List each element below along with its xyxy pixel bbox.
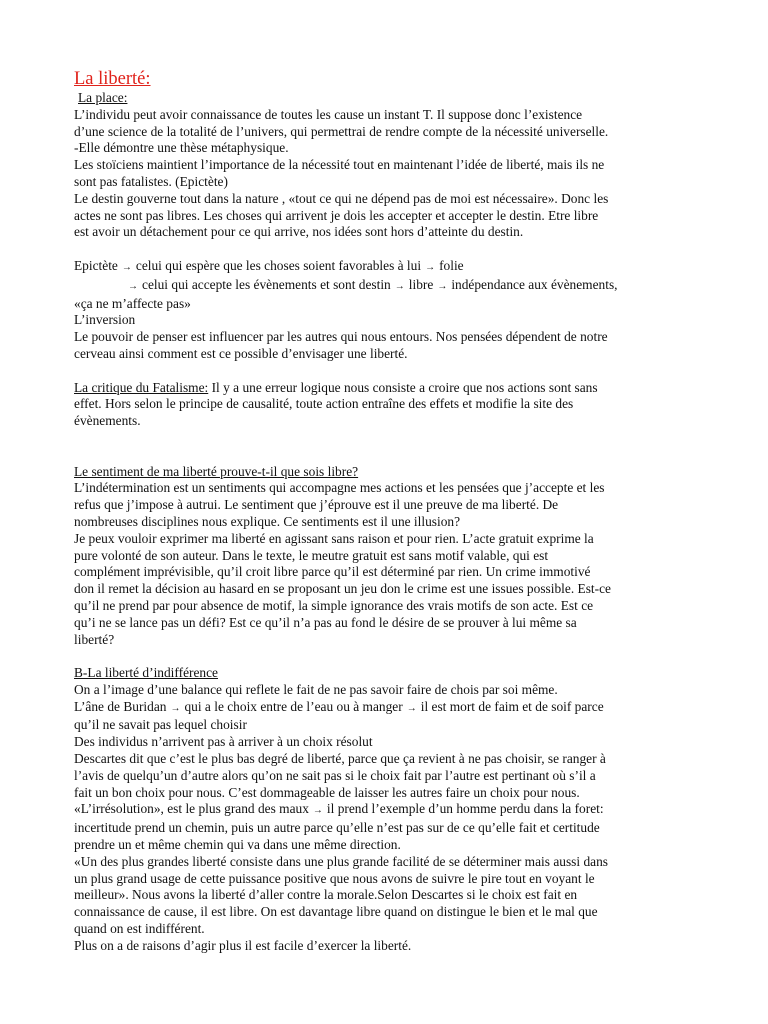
arrow-icon: → (437, 280, 448, 292)
paragraph-line: fait un bon choix pour nous. C’est dommageable de laisser les autres faire un choix pour nous. (74, 784, 580, 800)
text: libre (408, 276, 434, 292)
paragraph-line: complément imprévisible, qu’il croit libre parce qu’il est déterminé par rien. Un crime immotivé (74, 564, 591, 580)
paragraph-line: qu’i ne se lance pas un défi? Est ce qu’il n’a pas au fond le désire de se prouver à lui même sa (74, 614, 577, 630)
arrow-icon: → (394, 280, 405, 292)
paragraph-line: Les stoïciens maintient l’importance de la nécessité tout en maintenant l’idée de liberté, mais ils ne (74, 157, 605, 173)
paragraph-line: évènements. (74, 413, 141, 429)
epictete-line-1 (74, 258, 724, 277)
document-page (74, 68, 724, 955)
text: folie (439, 257, 464, 273)
arrow-icon: → (128, 280, 138, 292)
paragraph-line: refus que j’impose à autrui. Le sentiment que j’éprouve est il une preuve de ma liberté. De (74, 497, 559, 513)
paragraph-line: actes ne sont pas libres. Les choses qui arrivent je dois les accepter et accepter le destin. Etre libre (74, 207, 599, 223)
text: qui a le choix entre de l’eau ou à manger (184, 698, 403, 714)
critique-line-1 (74, 380, 724, 397)
paragraph-line: Descartes dit que c’est le plus bas degré de liberté, parce que ça revient à ne pas choisir, se ranger à (74, 751, 606, 767)
spacer (74, 241, 724, 258)
buridan-line (74, 699, 724, 718)
paragraph-line: prendre un et même chemin qui va dans une même direction. (74, 837, 401, 853)
paragraph-line: incertitude prend un chemin, puis un autre parce qu’elle n’est pas sur de ce qu’elle fait et certitude (74, 820, 600, 836)
paragraph-line: quand on est indifférent. (74, 921, 205, 937)
paragraph-line: qu’il ne savait pas lequel choisir (74, 717, 247, 733)
paragraph-line: nombreuses disciplines nous explique. Ce sentiments est il une illusion? (74, 513, 461, 529)
paragraph-line: «Un des plus grandes liberté consiste dans une plus grande facilité de se déterminer mais aussi dans (74, 853, 608, 869)
paragraph-line: L’indétermination est un sentiments qui accompagne mes actions et les pensées que j’accepte et les (74, 480, 605, 496)
paragraph-line: effet. Hors selon le principe de causalité, toute action entraîne des effets et modifie la site des (74, 396, 574, 412)
critique-heading: La critique du Fatalisme: (74, 379, 209, 395)
text: celui qui espère que les choses soient favorables à lui (135, 257, 422, 273)
section-heading (74, 464, 724, 481)
heading-text: B-La liberté d’indifférence (74, 665, 219, 681)
heading-text: La place: (78, 90, 128, 105)
paragraph-line: l’avis de quelqu’un d’autre alors qu’on ne sait pas si le choix fait par l’autre est pertinant où s’il a (74, 767, 596, 783)
paragraph-line: d’une science de la totalité de l’univers, qui permettrai de rendre compte de la nécessité universelle. (74, 123, 609, 139)
epictete-line-2 (74, 277, 724, 296)
text: celui qui accepte les évènements et sont destin (142, 276, 391, 292)
section-heading (74, 665, 724, 682)
paragraph-line: Des individus n’arrivent pas à arriver à un choix résolut (74, 734, 373, 750)
paragraph-line: On a l’image d’une balance qui reflete le fait de ne pas savoir faire de chois par soi même. (74, 681, 558, 697)
irresolution-line (74, 801, 724, 820)
arrow-icon: → (406, 702, 417, 714)
heading-text: Le sentiment de ma liberté prouve-t-il que sois libre? (74, 463, 359, 479)
section-heading (74, 90, 724, 107)
spacer (74, 363, 724, 380)
paragraph-line: est avoir un détachement pour ce qui arrive, nos idées sont hors d’atteinte du destin. (74, 224, 524, 240)
arrow-icon: → (121, 261, 132, 273)
text: indépendance aux évènements, (451, 276, 618, 292)
paragraph-line: Le pouvoir de penser est influencer par les autres qui nous entours. Nos pensées dépendent de notre (74, 329, 608, 345)
paragraph-line: L’individu peut avoir connaissance de toutes les cause un instant T. Il suppose donc l’existence (74, 106, 583, 122)
paragraph-line: liberté? (74, 631, 115, 647)
spacer (74, 430, 724, 464)
paragraph-line: qu’il ne prend par pour absence de motif, la simple ignorance des vrais motifs de son acte. Est ce (74, 597, 594, 613)
paragraph-line: sont pas fatalistes. (Epictète) (74, 173, 228, 189)
paragraph-line: -Elle démontre une thèse métaphysique. (74, 140, 289, 156)
paragraph-line: «ça ne m’affecte pas» (74, 295, 191, 311)
paragraph-line: Je peux vouloir exprimer ma liberté en agissant sans raison et pour rien. L’acte gratuit exprime la (74, 530, 594, 546)
paragraph-line: connaissance de cause, il est libre. On est davantage libre quand on distingue le bien et le mal que (74, 904, 598, 920)
text: L’âne de Buridan (74, 698, 167, 714)
paragraph-line: meilleur». Nous avons la liberté d’aller contre la morale.Selon Descartes si le choix est fait en (74, 887, 578, 903)
text: «L’irrésolution», est le plus grand des maux (74, 801, 309, 817)
paragraph-line: Le destin gouverne tout dans la nature , «tout ce qui ne dépend pas de moi est nécessaire». Donc les (74, 190, 609, 206)
text: il est mort de faim et de soif parce (420, 698, 604, 714)
arrow-icon: → (425, 261, 436, 273)
paragraph-line: pure volonté de son auteur. Dans le texte, le meutre gratuit est sans motif valable, qui est (74, 547, 549, 563)
text: il prend l’exemple d’un homme perdu dans la foret: (326, 801, 604, 817)
paragraph-line: cerveau ainsi comment est ce possible d’envisager une liberté. (74, 345, 408, 361)
arrow-icon: → (312, 805, 323, 817)
text: Il y a une erreur logique nous consiste a croire que nos actions sont sans (208, 379, 598, 395)
paragraph-line: Plus on a de raisons d’agir plus il est facile d’exercer la liberté. (74, 937, 412, 953)
spacer (74, 648, 724, 665)
paragraph-line: L’inversion (74, 312, 136, 328)
paragraph-line: un plus grand usage de cette puissance positive que nous avons de suivre le pire tout en voyant le (74, 870, 595, 886)
text: Epictète (74, 257, 118, 273)
page-title: La liberté: (74, 69, 151, 89)
paragraph-line: don il remet la décision au hasard en se proposant un jeu don le crime est une issues possible. Est-ce (74, 581, 611, 597)
arrow-icon: → (170, 702, 181, 714)
